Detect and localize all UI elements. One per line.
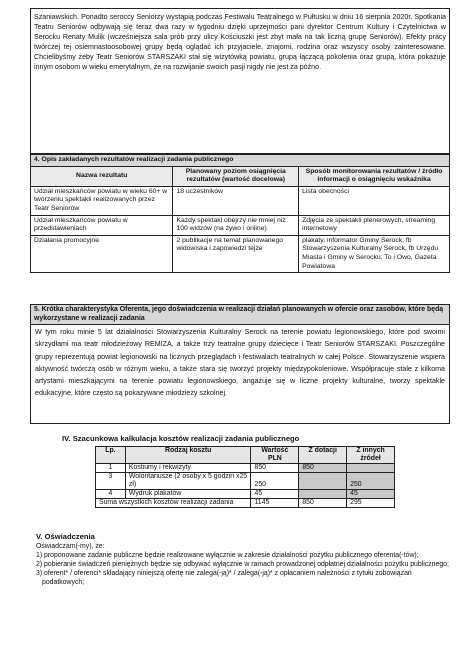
- cost-section-title: IV. Szacunkowa kalkulacja kosztów realizacji zadania publicznego: [62, 434, 300, 443]
- result-name: Działania promocyjne: [31, 235, 173, 272]
- cost-other: [347, 464, 395, 473]
- section5-header: 5. Krótka charakterystyka Oferenta, jego doświadczenia w realizacji działań planowanych w ofercie oraz zasobów, które będą wykorzystane w realizacji zadania: [31, 305, 449, 325]
- table-row: [31, 186, 450, 215]
- section4-header: 4. Opis zakładanych rezultatów realizacji zadania publicznego: [31, 155, 450, 167]
- intro-box: [30, 8, 450, 154]
- result-name: Udział mieszkańców powiatu w przedstawieniach: [31, 215, 173, 235]
- cost-grant: [299, 473, 347, 490]
- cost-other: 250: [347, 473, 395, 490]
- cost-grant: [299, 490, 347, 499]
- cost-total-other: 295: [347, 499, 395, 508]
- declarations-intro: Oświadczam(-my), że:: [36, 542, 105, 550]
- result-monitoring: plakaty, informator Gminy Serock, fb Stowarzyszenia Kulturalny Serock, fb Urzędu Miasta i Gminy w Serocku, To i Owo, Gazeta Powiatowa: [299, 235, 450, 272]
- cost-value: 850: [251, 464, 299, 473]
- cost-type: Kostiumy i rekwizyty: [125, 464, 251, 473]
- declaration-item: 1) proponowane zadanie publiczne będzie realizowane wyłącznie w zakresie działalności pożytku publicznego oferenta(-tów);: [36, 551, 419, 559]
- table-row: [96, 464, 395, 473]
- result-target: Każdy spektakl obejrzy nie mniej niż 100 widzów (na żywo i online): [173, 215, 299, 235]
- result-target: 18 uczestników: [173, 186, 299, 215]
- cost-value: 45: [251, 490, 299, 499]
- cost-col-type: Rodzaj kosztu: [125, 447, 251, 464]
- declarations-title: V. Oświadczenia: [36, 532, 95, 541]
- cost-lp: 3: [96, 473, 126, 490]
- cost-col-grant: Z dotacji: [299, 447, 347, 464]
- result-monitoring: Lista obecności: [299, 186, 450, 215]
- cost-total-grant: 850: [299, 499, 347, 508]
- results-col-monitoring: Sposób monitorowania rezultatów / źródło informacji o osiągnięciu wskaźnika: [299, 166, 450, 186]
- results-col-target: Planowany poziom osiągnięcia rezultatów (wartość docelowa): [173, 166, 299, 186]
- result-monitoring: Zdjęcia ze spektakli plenerowych, streaming internetowy: [299, 215, 450, 235]
- section5-text: W tym roku minie 5 lat działalności Stowarzyszenia Kulturalny Serock na terenie powiatu legionowskiego, które pod swoimi skrzydłami ma teatr młodzieżowy REMIZA, a także trzy teatralne grupy dziecięce i Teatr Seniorów STARSZAKI. Poszczególne grupy reprezentują powiat legionowski na licznych przeglądach i festiwalach teatralnych w całej Polsce. Stowarzyszenie wspiera aktywność twórczą osób w różnym wieku, a także stara się tworzyć projekty międzypokoleniowe. Współpracuje stale z kilkoma artystami mieszkającymi na terenie powiatu legionowskiego, angażuje się w liczne projekty kulturalne, tworzy spektakle edukacyjne, które często są pokazywane młodzieży szkolnej.: [35, 328, 445, 398]
- cost-type: Wolontariusze (2 osoby x 5 godzin x25 zł): [125, 473, 251, 490]
- declarations-section: [36, 533, 450, 587]
- table-row: [96, 490, 395, 499]
- results-col-name: Nazwa rezultatu: [31, 166, 173, 186]
- cost-grant: 850: [299, 464, 347, 473]
- results-table: [30, 154, 450, 273]
- cost-type: Wydruk plakatów: [125, 490, 251, 499]
- cost-total-value: 1145: [251, 499, 299, 508]
- cost-value: 250: [251, 473, 299, 490]
- table-row: [31, 215, 450, 235]
- cost-col-other: Z innych źródeł: [347, 447, 395, 464]
- table-row: [96, 473, 395, 490]
- cost-table: [95, 446, 395, 508]
- cost-col-value: Wartość PLN: [251, 447, 299, 464]
- cost-lp: 1: [96, 464, 126, 473]
- result-name: Udział mieszkańców powiatu w wieku 60+ w tworzeniu spektakli realizowanych przez Teatr Seniorów: [31, 186, 173, 215]
- cost-other: 45: [347, 490, 395, 499]
- declaration-item: 3) oferent* / oferenci* składający niniejszą ofertę nie zalega(-ją)* / zalega(-ją)* z opłacaniem należności z tytułu zobowiązań podatkowych;: [36, 569, 412, 586]
- cost-lp: 4: [96, 490, 126, 499]
- offerer-characteristics-box: [30, 304, 450, 424]
- cost-total-label: Suma wszystkich kosztów realizacji zadania: [96, 499, 251, 508]
- result-target: 2 publikacje na temat planowanego widowiska i zapowiedzi tejże: [173, 235, 299, 272]
- cost-col-lp: Lp.: [96, 447, 126, 464]
- table-row: [31, 235, 450, 272]
- table-total-row: [96, 499, 395, 508]
- intro-paragraph: Szaniawskich. Ponadto seroccy Seniorzy wystąpią podczas Festiwalu Teatralnego w Pułtusku w dniu 16 sierpnia 2020r. Spotkania Teatru Seniorów odbywają się teraz dwa razy w tygodniu dzięki uprzejmości pani dyrektor Centrum Kultury i Czytelnictwa w Serocku Renaty Mulik (wcześniejsza sala prób przy ulicy Kościuszki jest zbyt mała na tak liczną grupę Seniorów). Efekty pracy twórczej tej osiemnastoosobowej grupy będą oglądać ich przyjaciele, znajomi, rodzina oraz wszyscy osoby zainteresowane. Chcielibyśmy żeby Teatr Seniorów STARSZAKI stał się wizytówką powiatu, grupą łączącą pokolenia oraz grupą, która pokazuje innym osobom w wieku emerytalnym, że na rozwijanie swoich pasji nigdy nie jest za późno.: [34, 13, 446, 71]
- declaration-item: 2) pobieranie świadczeń pieniężnych będzie się odbywać wyłącznie w ramach prowadzonej odpłatnej działalności pożytku publicznego;: [36, 560, 449, 568]
